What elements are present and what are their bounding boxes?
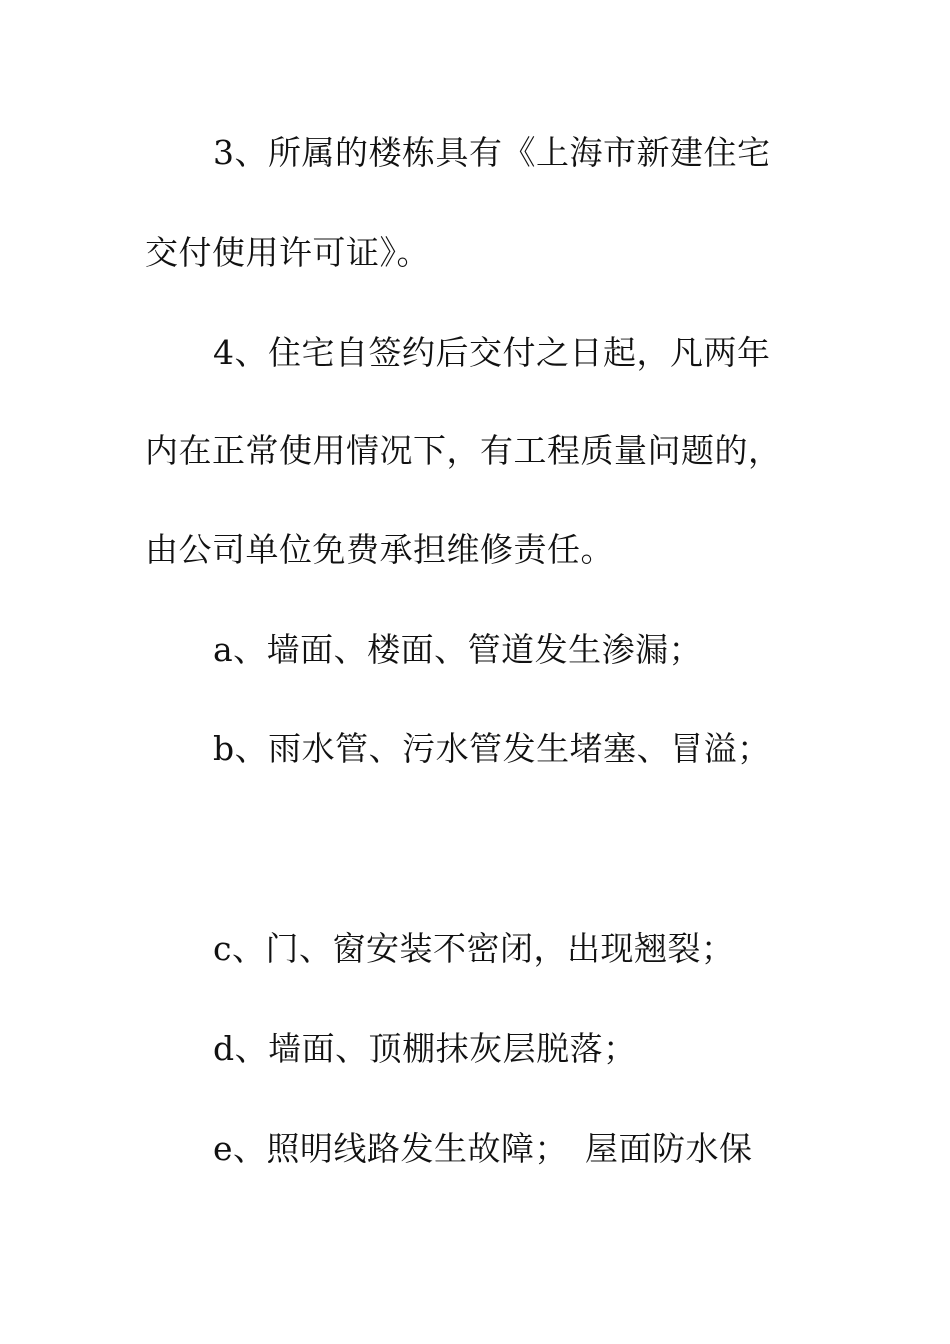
paragraph-3-line-2: 交付使用许可证》。 [145,233,430,272]
paragraph-4-line-1: 4、住宅自签约后交付之日起，凡两年 [213,333,771,372]
paragraph-4-line-2: 内在正常使用情况下，有工程质量问题的， [145,431,782,470]
paragraph-4-line-3: 由公司单位免费承担维修责任。 [145,530,614,569]
list-item-c: c、门、窗安装不密闭，出现翘裂； [213,929,735,968]
list-item-a: a、墙面、楼面、管道发生渗漏； [213,630,703,669]
list-item-d: d、墙面、顶棚抹灰层脱落； [213,1029,637,1068]
paragraph-3-line-1: 3、所属的楼栋具有《上海市新建住宅 [213,133,771,172]
list-item-b: b、雨水管、污水管发生堵塞、冒溢； [213,729,771,768]
list-item-e: e、照明线路发生故障； 屋面防水保 [213,1129,753,1168]
